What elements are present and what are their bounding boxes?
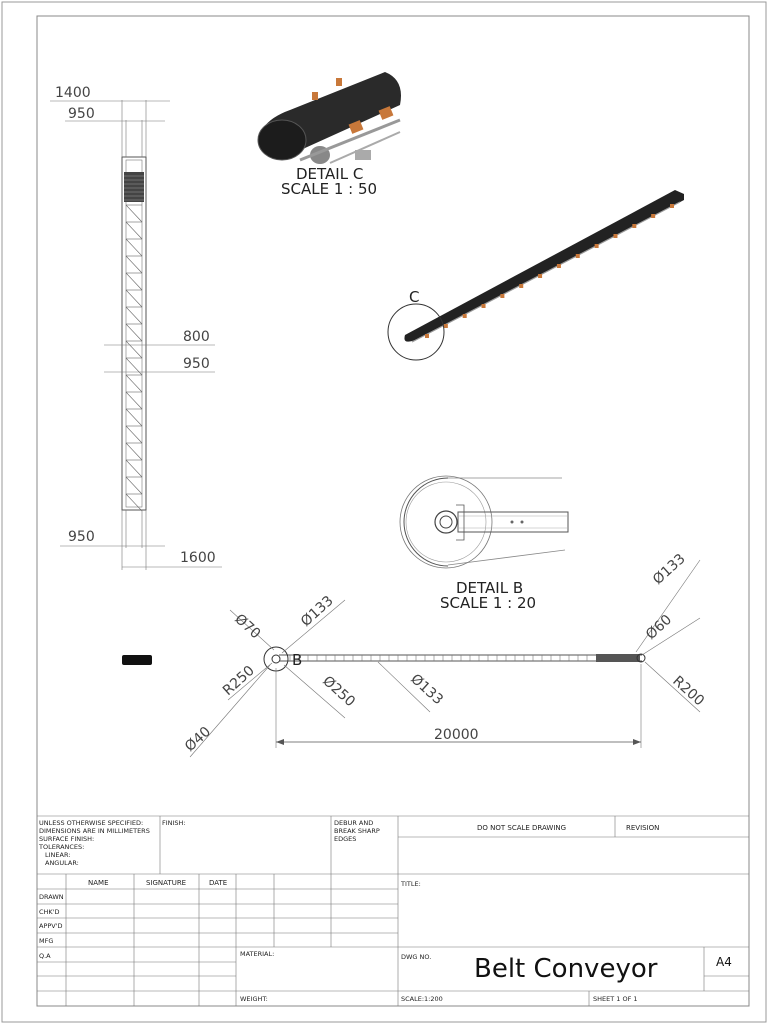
revision-label: REVISION [626, 824, 660, 832]
detail-b-title: DETAIL B [456, 579, 524, 597]
dim-950-mid: 950 [183, 356, 210, 372]
dim-d70: Ø70 [231, 611, 264, 643]
title-block-text [38, 819, 732, 1003]
material-label: MATERIAL: [240, 950, 275, 958]
note-line-6: ANGULAR: [45, 859, 79, 867]
detail-b-scale: SCALE 1 : 20 [440, 594, 537, 612]
small-section-view [122, 655, 152, 665]
weight-label: WEIGHT: [240, 995, 268, 1003]
detail-b-view [400, 476, 568, 612]
col-name: NAME [88, 879, 109, 887]
note-line-5: LINEAR: [45, 851, 71, 859]
dim-950-top: 950 [68, 106, 95, 122]
dim-950-bottom: 950 [68, 529, 95, 545]
row-checked: CHK'D [39, 908, 60, 916]
sheet-number: SHEET 1 OF 1 [593, 995, 638, 1003]
row-drawn: DRAWN [39, 893, 64, 901]
dim-d40: Ø40 [181, 723, 215, 755]
dim-d250: Ø250 [319, 673, 359, 711]
sheet-size: A4 [716, 955, 732, 969]
title-label: TITLE: [401, 880, 421, 888]
dwg-no-label: DWG NO. [401, 953, 432, 961]
debur-line-2: BREAK SHARP [334, 827, 380, 835]
dim-1600: 1600 [180, 550, 216, 566]
detail-c-scale: SCALE 1 : 50 [281, 180, 378, 198]
isometric-view [388, 190, 684, 360]
note-line-3: SURFACE FINISH: [39, 835, 95, 843]
do-not-scale-note: DO NOT SCALE DRAWING [477, 824, 567, 832]
row-mfg: MFG [39, 937, 54, 945]
detail-c-view [258, 72, 401, 198]
finish-label: FINISH: [162, 819, 186, 827]
row-qa: Q.A [39, 952, 51, 960]
drawing-scale: SCALE:1:200 [401, 995, 443, 1003]
dim-d133-mid: Ø133 [407, 671, 447, 709]
dim-d60: Ø60 [642, 611, 676, 643]
debur-line-1: DEBUR AND [334, 819, 374, 827]
dim-20000: 20000 [434, 727, 479, 743]
head-drive-section [596, 654, 640, 662]
col-date: DATE [209, 879, 228, 887]
drawing-frame [37, 16, 749, 1006]
isometric-belt [404, 190, 684, 342]
detail-c-title: DETAIL C [296, 165, 364, 183]
note-line-1: UNLESS OTHERWISE SPECIFIED: [39, 819, 144, 827]
dim-800: 800 [183, 329, 210, 345]
plan-view [122, 551, 707, 757]
debur-line-3: EDGES [334, 835, 357, 843]
side-view [50, 85, 222, 570]
detail-b-callout-label: B [292, 651, 303, 669]
drawing-title: Belt Conveyor [474, 954, 658, 984]
dim-1400: 1400 [55, 85, 91, 101]
side-view-head-block [124, 172, 144, 202]
detail-c-callout-label: C [409, 288, 420, 306]
col-signature: SIGNATURE [146, 879, 187, 887]
outer-border [2, 2, 766, 1022]
dim-r250: R250 [219, 662, 258, 699]
dim-r200: R200 [669, 673, 708, 710]
dim-d133-right: Ø133 [649, 550, 689, 588]
note-line-4: TOLERANCES: [39, 843, 85, 851]
detail-b-pulley [400, 476, 492, 568]
dim-d133-left: Ø133 [297, 592, 337, 630]
row-approved: APPV'D [39, 922, 63, 930]
note-line-2: DIMENSIONS ARE IN MILLIMETERS [39, 827, 150, 835]
side-view-frame [122, 157, 146, 510]
